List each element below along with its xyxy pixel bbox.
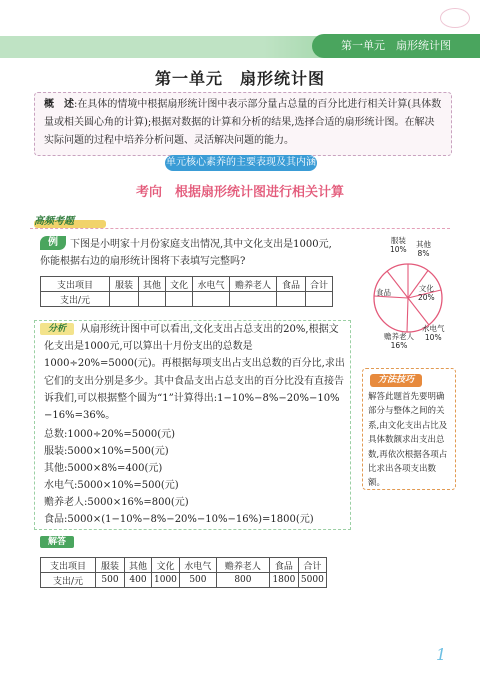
table-cell: 服装 (110, 277, 139, 292)
answer-tag: 解答 (40, 536, 74, 548)
expense-pie-chart (362, 232, 458, 358)
table-cell: 800 (216, 573, 269, 588)
slice-label-food (376, 288, 391, 297)
overview-label: 概 述 (44, 99, 74, 110)
table-cell: 合计 (306, 277, 333, 292)
table-cell (110, 292, 139, 307)
overview-text (44, 96, 444, 150)
calc-line: 总数:1000÷20%=5000(元) (44, 429, 176, 440)
slice-percent: 10% (390, 245, 407, 254)
unit-title: 第一单元 扇形统计图 (154, 69, 325, 88)
unit-tab: 第一单元 扇形统计图 (312, 34, 480, 58)
decorative-swirl-icon (440, 8, 470, 28)
table-cell: 其他 (139, 277, 166, 292)
calc-line: 赡养老人:5000×16%=800(元) (44, 497, 189, 508)
method-tip-text: 解答此题首先要明确部分与整体之间的关系,由文化支出占比及具体数额求出支出总数,再依次根据各项占比求出各项支出数额。 (368, 392, 448, 489)
calc-line: 其他:5000×8%=400(元) (44, 463, 163, 474)
question-line-1: 下图是小明家十月份家庭支出情况,其中文化支出是1000元, (70, 239, 332, 250)
example-tag: 例 (40, 236, 66, 250)
table-cell: 食品 (277, 277, 306, 292)
slice-name: 水电气 (422, 324, 445, 333)
table-cell: 服装 (96, 558, 125, 573)
table-cell: 赡养老人 (216, 558, 269, 573)
frequent-question-text: 高频考题 (34, 216, 74, 227)
section-divider (30, 228, 450, 229)
core-literacy-banner: 单元核心素养的主要表现及其内涵 (165, 155, 317, 171)
slice-name: 文化 (418, 284, 434, 293)
table-cell (139, 292, 166, 307)
method-tip-tag: 方法技巧 (370, 374, 422, 387)
slice-label-clothing (390, 236, 407, 254)
table-cell (306, 292, 333, 307)
table-row (41, 292, 333, 307)
table-cell: 赡养老人 (230, 277, 277, 292)
slice-label-culture (418, 284, 435, 302)
answer-expense-table (40, 557, 327, 588)
table-cell (277, 292, 306, 307)
slice-percent: 20% (418, 293, 435, 302)
topic-title: 考向 根据扇形统计图进行相关计算 (135, 185, 344, 200)
table-cell: 其他 (125, 558, 152, 573)
slice-percent: 8% (417, 249, 430, 258)
table-header-row (41, 277, 333, 292)
slice-name: 食品 (376, 288, 391, 297)
calc-line: 水电气:5000×10%=500(元) (44, 480, 179, 491)
frequent-question-label (34, 212, 114, 228)
table-cell (193, 292, 230, 307)
slice-name: 其他 (416, 240, 431, 249)
table-cell: 1000 (152, 573, 180, 588)
overview-body: :在具体的情境中根据扇形统计图中表示部分量占总量的百分比进行相关计算(具体数量或相关圆心角的计算);根据对数据的计算和分析的结果,选择合适的扇形统计图。在解决实际问题的过程中培养分析问题、灵活解决问题的能力。 (44, 99, 442, 146)
table-cell: 水电气 (193, 277, 230, 292)
analysis-tag: 分析 (40, 323, 74, 335)
slice-name: 服装 (390, 236, 406, 245)
table-cell: 5000 (298, 573, 326, 588)
table-cell (230, 292, 277, 307)
table-cell: 500 (96, 573, 125, 588)
analysis-text: 从扇形统计图中可以看出,文化支出占总支出的20%,根据文化支出是1000元,可以算出十月份支出的总数是1000÷20%=5000(元)。再根据每项支出占支出总数的百分比,求出它们的支出分别是多少。其中食品支出占总支出的百分比没有直接告诉我们,可以根据整个圆为“1”计算得出:1−10%−8%−20%−10%−16%=36%。 (44, 324, 345, 422)
table-cell: 文化 (152, 558, 180, 573)
table-cell: 500 (179, 573, 216, 588)
question-line-2: 你能根据右边的扇形统计图将下表填写完整吗? (40, 256, 246, 267)
blank-expense-table (40, 276, 333, 307)
slice-percent: 10% (424, 333, 442, 342)
table-header-row (41, 558, 327, 573)
table-cell: 支出/元 (41, 292, 110, 307)
table-cell: 食品 (269, 558, 298, 573)
table-cell (166, 292, 193, 307)
table-cell: 水电气 (179, 558, 216, 573)
page-number: 1 (436, 645, 447, 664)
calc-line: 食品:5000×(1−10%−8%−20%−10%−16%)=1800(元) (44, 514, 314, 525)
slice-label-utilities (422, 324, 445, 342)
table-cell: 400 (125, 573, 152, 588)
slice-percent: 16% (390, 341, 408, 350)
calc-line: 服装:5000×10%=500(元) (44, 446, 169, 457)
slice-label-elderly (384, 332, 414, 350)
table-cell: 文化 (166, 277, 193, 292)
table-cell: 支出项目 (41, 558, 96, 573)
table-cell: 合计 (298, 558, 326, 573)
slice-name: 赡养老人 (384, 332, 414, 341)
table-cell: 1800 (269, 573, 298, 588)
table-cell: 支出/元 (41, 573, 96, 588)
table-row (41, 573, 327, 588)
table-cell: 支出项目 (41, 277, 110, 292)
slice-label-other (416, 240, 431, 258)
